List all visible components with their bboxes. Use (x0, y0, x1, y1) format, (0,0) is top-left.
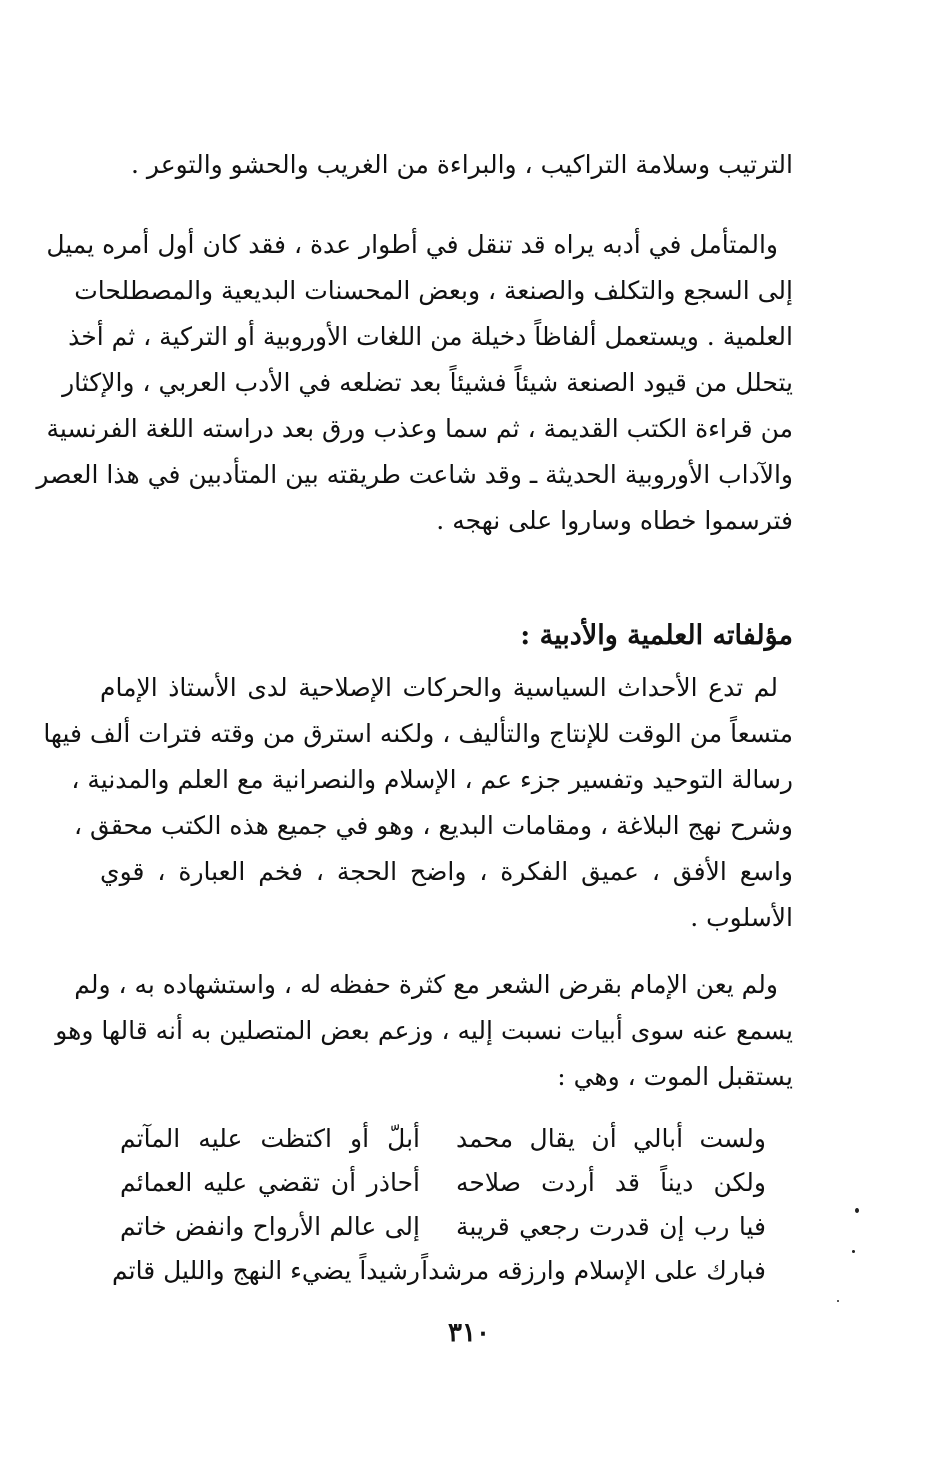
poem-hemistich-second: رشيداً يضيء النهج والليل قاتم (112, 1256, 420, 1285)
paragraph-line: إلى السجع والتكلف والصنعة ، وبعض المحسنات البديعية والمصطلحات (74, 276, 793, 305)
paragraph-line: رسالة التوحيد وتفسير جزء عم ، الإسلام والنصرانية مع العلم والمدنية ، (71, 765, 793, 794)
paragraph-line: يسمع عنه سوى أبيات نسبت إليه ، وزعم بعض المتصلين به أنه قالها وهو (55, 1016, 793, 1045)
paragraph-line: يتحلل من قيود الصنعة شيئاً فشيئاً بعد تضلعه في الأدب العربي ، والإكثار (62, 368, 793, 397)
poem-hemistich-second: إلى عالم الأرواح وانفض خاتم (120, 1212, 420, 1241)
page-number: ٣١٠ (448, 1318, 490, 1348)
poem-hemistich-second: أحاذر أن تقضي عليه العمائم (120, 1168, 420, 1197)
scan-speck (855, 1208, 859, 1213)
paragraph-line: العلمية . ويستعمل ألفاظاً دخيلة من اللغات الأوروبية أو التركية ، ثم أخذ (68, 322, 793, 351)
section-heading: مؤلفاته العلمية والأدبية : (520, 620, 793, 651)
paragraph-line: متسعاً من الوقت للإنتاج والتأليف ، ولكنه استرق من وقته فترات ألف فيها (43, 719, 793, 748)
scan-speck (852, 1250, 855, 1253)
poem-hemistich-first: فيا رب إن قدرت رجعي قريبة (456, 1212, 766, 1241)
paragraph-line: وشرح نهج البلاغة ، ومقامات البديع ، وهو في جميع هذه الكتب محقق ، (74, 811, 793, 840)
poem-hemistich-second: أبلّ أو اكتظت عليه المآتم (120, 1124, 420, 1153)
intro-line: الترتيب وسلامة التراكيب ، والبراءة من الغريب والحشو والتوعر . (131, 150, 793, 179)
scan-speck (837, 1300, 839, 1302)
paragraph-line: والمتأمل في أدبه يراه قد تنقل في أطوار عدة ، فقد كان أول أمره يميل (46, 230, 778, 259)
paragraph-line: الأسلوب . (690, 903, 793, 932)
paragraph-line: يستقبل الموت ، وهي : (557, 1062, 793, 1091)
paragraph-line: والآداب الأوروبية الحديثة ـ وقد شاعت طريقته بين المتأدبين في هذا العصر (36, 460, 793, 489)
paragraph-line: لم تدع الأحداث السياسية والحركات الإصلاحية لدى الأستاذ الإمام (100, 673, 778, 702)
paragraph-line: من قراءة الكتب القديمة ، ثم سما وعذب ورق بعد دراسته اللغة الفرنسية (46, 414, 793, 443)
poem-hemistich-first: ولكن ديناً قد أردت صلاحه (456, 1168, 766, 1197)
paragraph-line: واسع الأفق ، عميق الفكرة ، واضح الحجة ، فخم العبارة ، قوي (100, 857, 793, 886)
paragraph-line: ولم يعن الإمام بقرض الشعر مع كثرة حفظه له ، واستشهاده به ، ولم (74, 970, 778, 999)
poem-hemistich-first: ولست أبالي أن يقال محمد (456, 1124, 766, 1153)
poem-hemistich-first: فبارك على الإسلام وارزقه مرشداً (421, 1256, 766, 1285)
paragraph-line: فترسموا خطاه وساروا على نهجه . (436, 506, 793, 535)
